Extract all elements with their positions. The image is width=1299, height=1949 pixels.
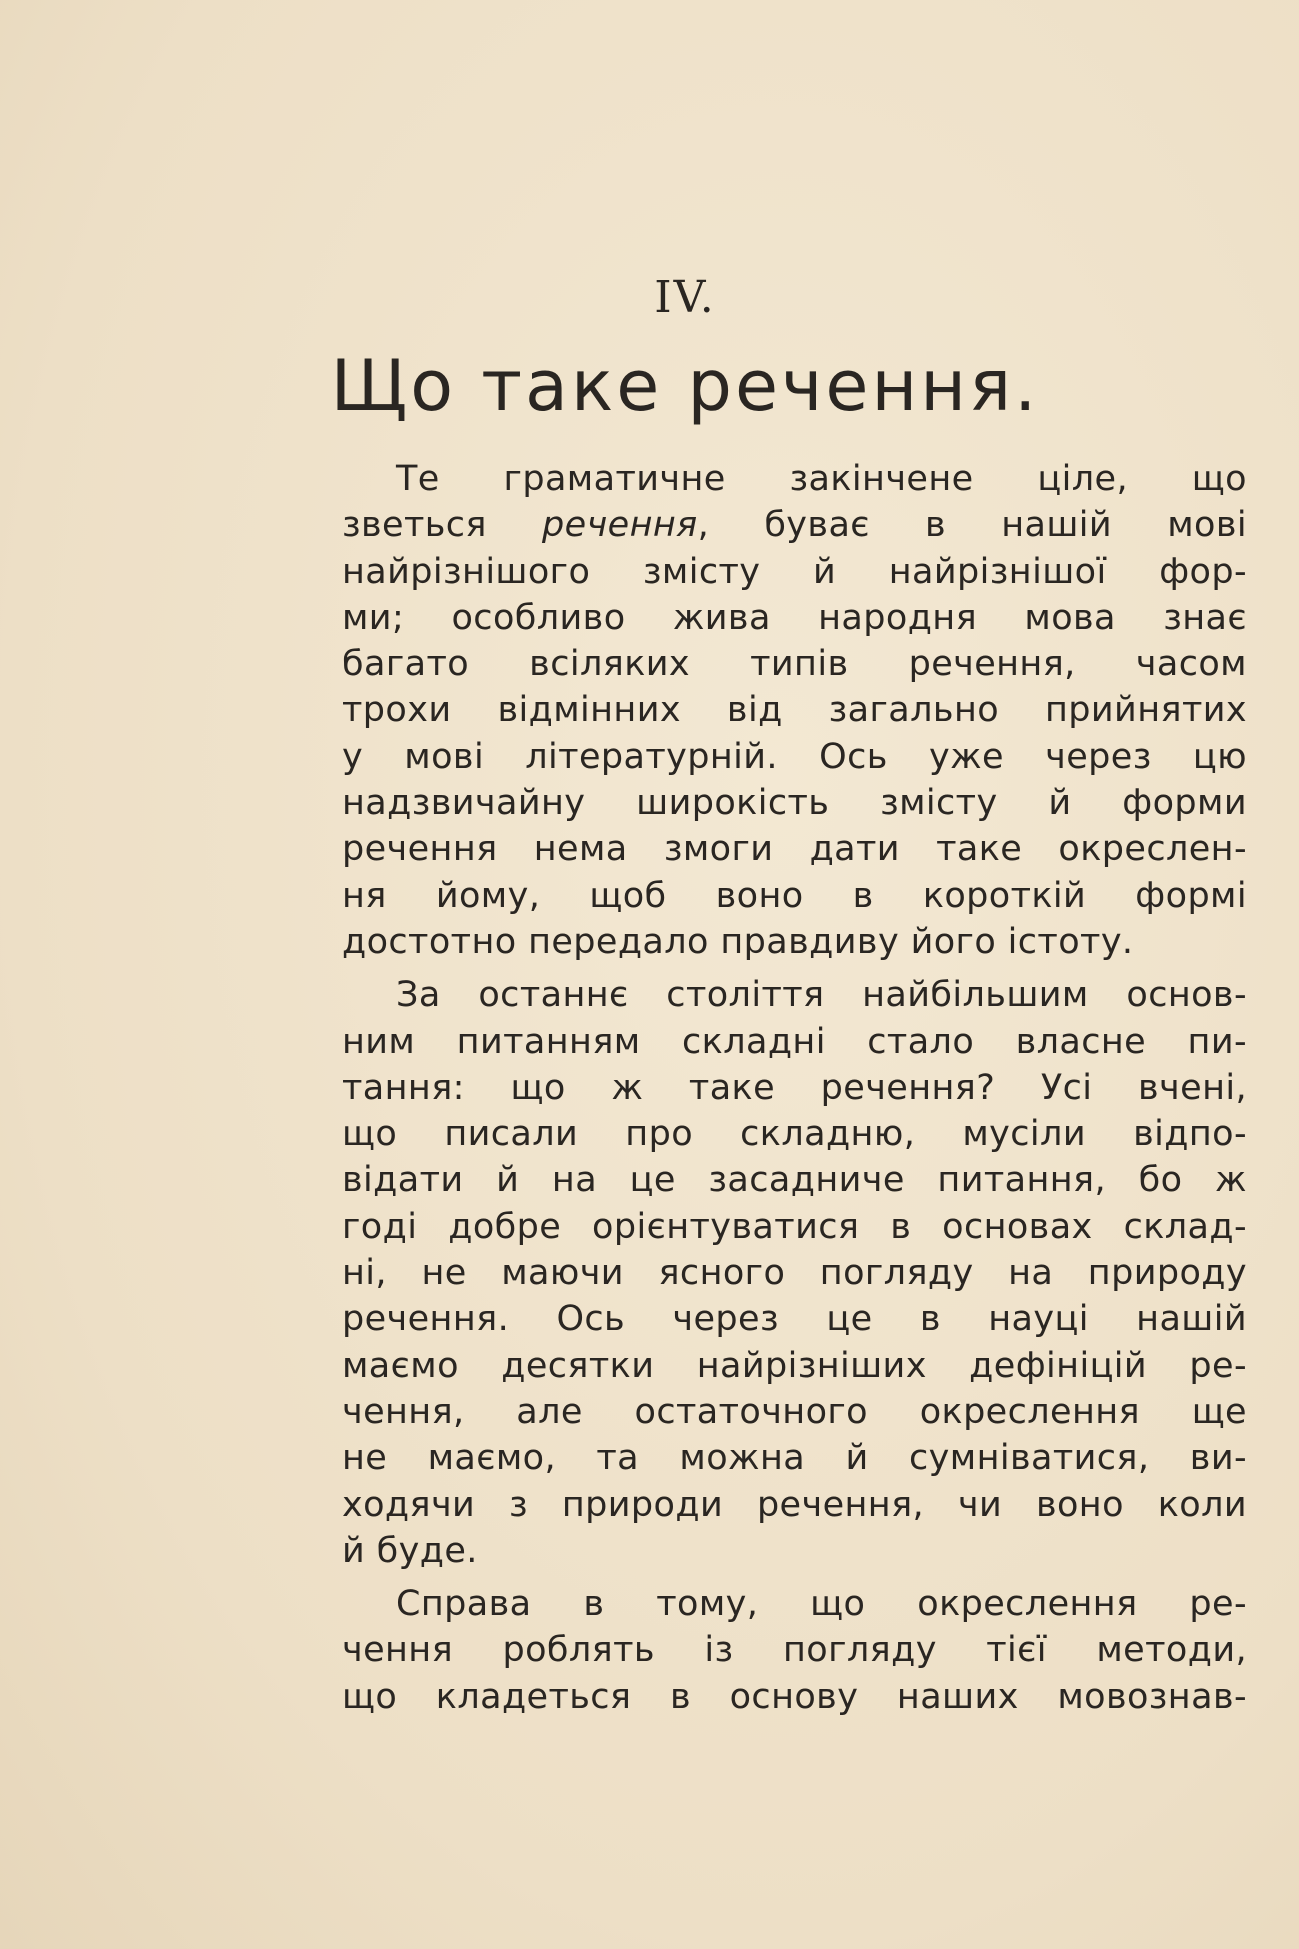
paragraph-2-line: що писали про складню, мусіли відпо- xyxy=(342,1114,1247,1155)
paragraph-1-line: речення нема змоги дати таке окреслен- xyxy=(342,829,1247,870)
chapter-number: IV. xyxy=(654,272,716,323)
paragraph-2-line: маємо десятки найрізніших дефініцій ре- xyxy=(342,1345,1247,1386)
paragraph-2-line: тання: що ж таке речення? Усі вчені, xyxy=(342,1067,1247,1108)
paragraph-1-line: ми; особливо жива народня мова знає xyxy=(342,597,1247,638)
paragraph-2-line: не маємо, та можна й сумніватися, ви- xyxy=(342,1438,1247,1479)
paragraph-1-line: у мові літературній. Ось уже через цю xyxy=(342,736,1247,777)
paragraph-2-line: ні, не маючи ясного погляду на природу xyxy=(342,1253,1247,1294)
paragraph-1-line: Те граматичне закінчене ціле, що xyxy=(396,459,1247,499)
paragraph-2-line: й буде. xyxy=(342,1530,478,1571)
chapter-title: Що таке речення. xyxy=(330,345,1040,427)
paragraph-1-line: найрізнішого змісту й найрізнішої фор- xyxy=(342,551,1247,592)
body-text xyxy=(342,456,1247,1720)
paragraph-1-line: трохи відмінних від загально прийнятих xyxy=(342,690,1247,731)
paragraph-1-line: достотно передало правдиву його істоту. xyxy=(342,921,1134,962)
paragraph-3-line: Справа в тому, що окреслення ре- xyxy=(396,1584,1247,1625)
paragraph-2-line: ходячи з природи речення, чи воно коли xyxy=(342,1484,1247,1525)
paragraph-2-line: речення. Ось через це в науці нашій xyxy=(342,1299,1247,1340)
paragraph-3-line: що кладеться в основу наших мовознав- xyxy=(342,1676,1247,1717)
paragraph-2-line: чення, але остаточного окреслення ще xyxy=(342,1391,1247,1432)
paragraph-3-line: чення роблять із погляду тієї методи, xyxy=(342,1630,1247,1671)
paragraph-2-line: годі добре орієнтуватися в основах склад- xyxy=(342,1206,1247,1247)
paragraph-2-line: відати й на це засадниче питання, бо ж xyxy=(342,1160,1247,1201)
paragraph-2-line: ним питанням складні стало власне пи- xyxy=(342,1021,1247,1062)
paragraph-1-line: ня йому, щоб воно в короткій формі xyxy=(342,875,1247,916)
emphasized-term: речення xyxy=(542,505,698,546)
paragraph-1-line: багато всіляких типів речення, часом xyxy=(342,644,1247,685)
paragraph-1-line: зветься речення, буває в нашій мові xyxy=(342,505,1247,546)
paragraph-2-line: За останнє століття найбільшим основ- xyxy=(396,975,1247,1016)
paragraph-1-line: надзвичайну широкість змісту й форми xyxy=(342,783,1247,824)
